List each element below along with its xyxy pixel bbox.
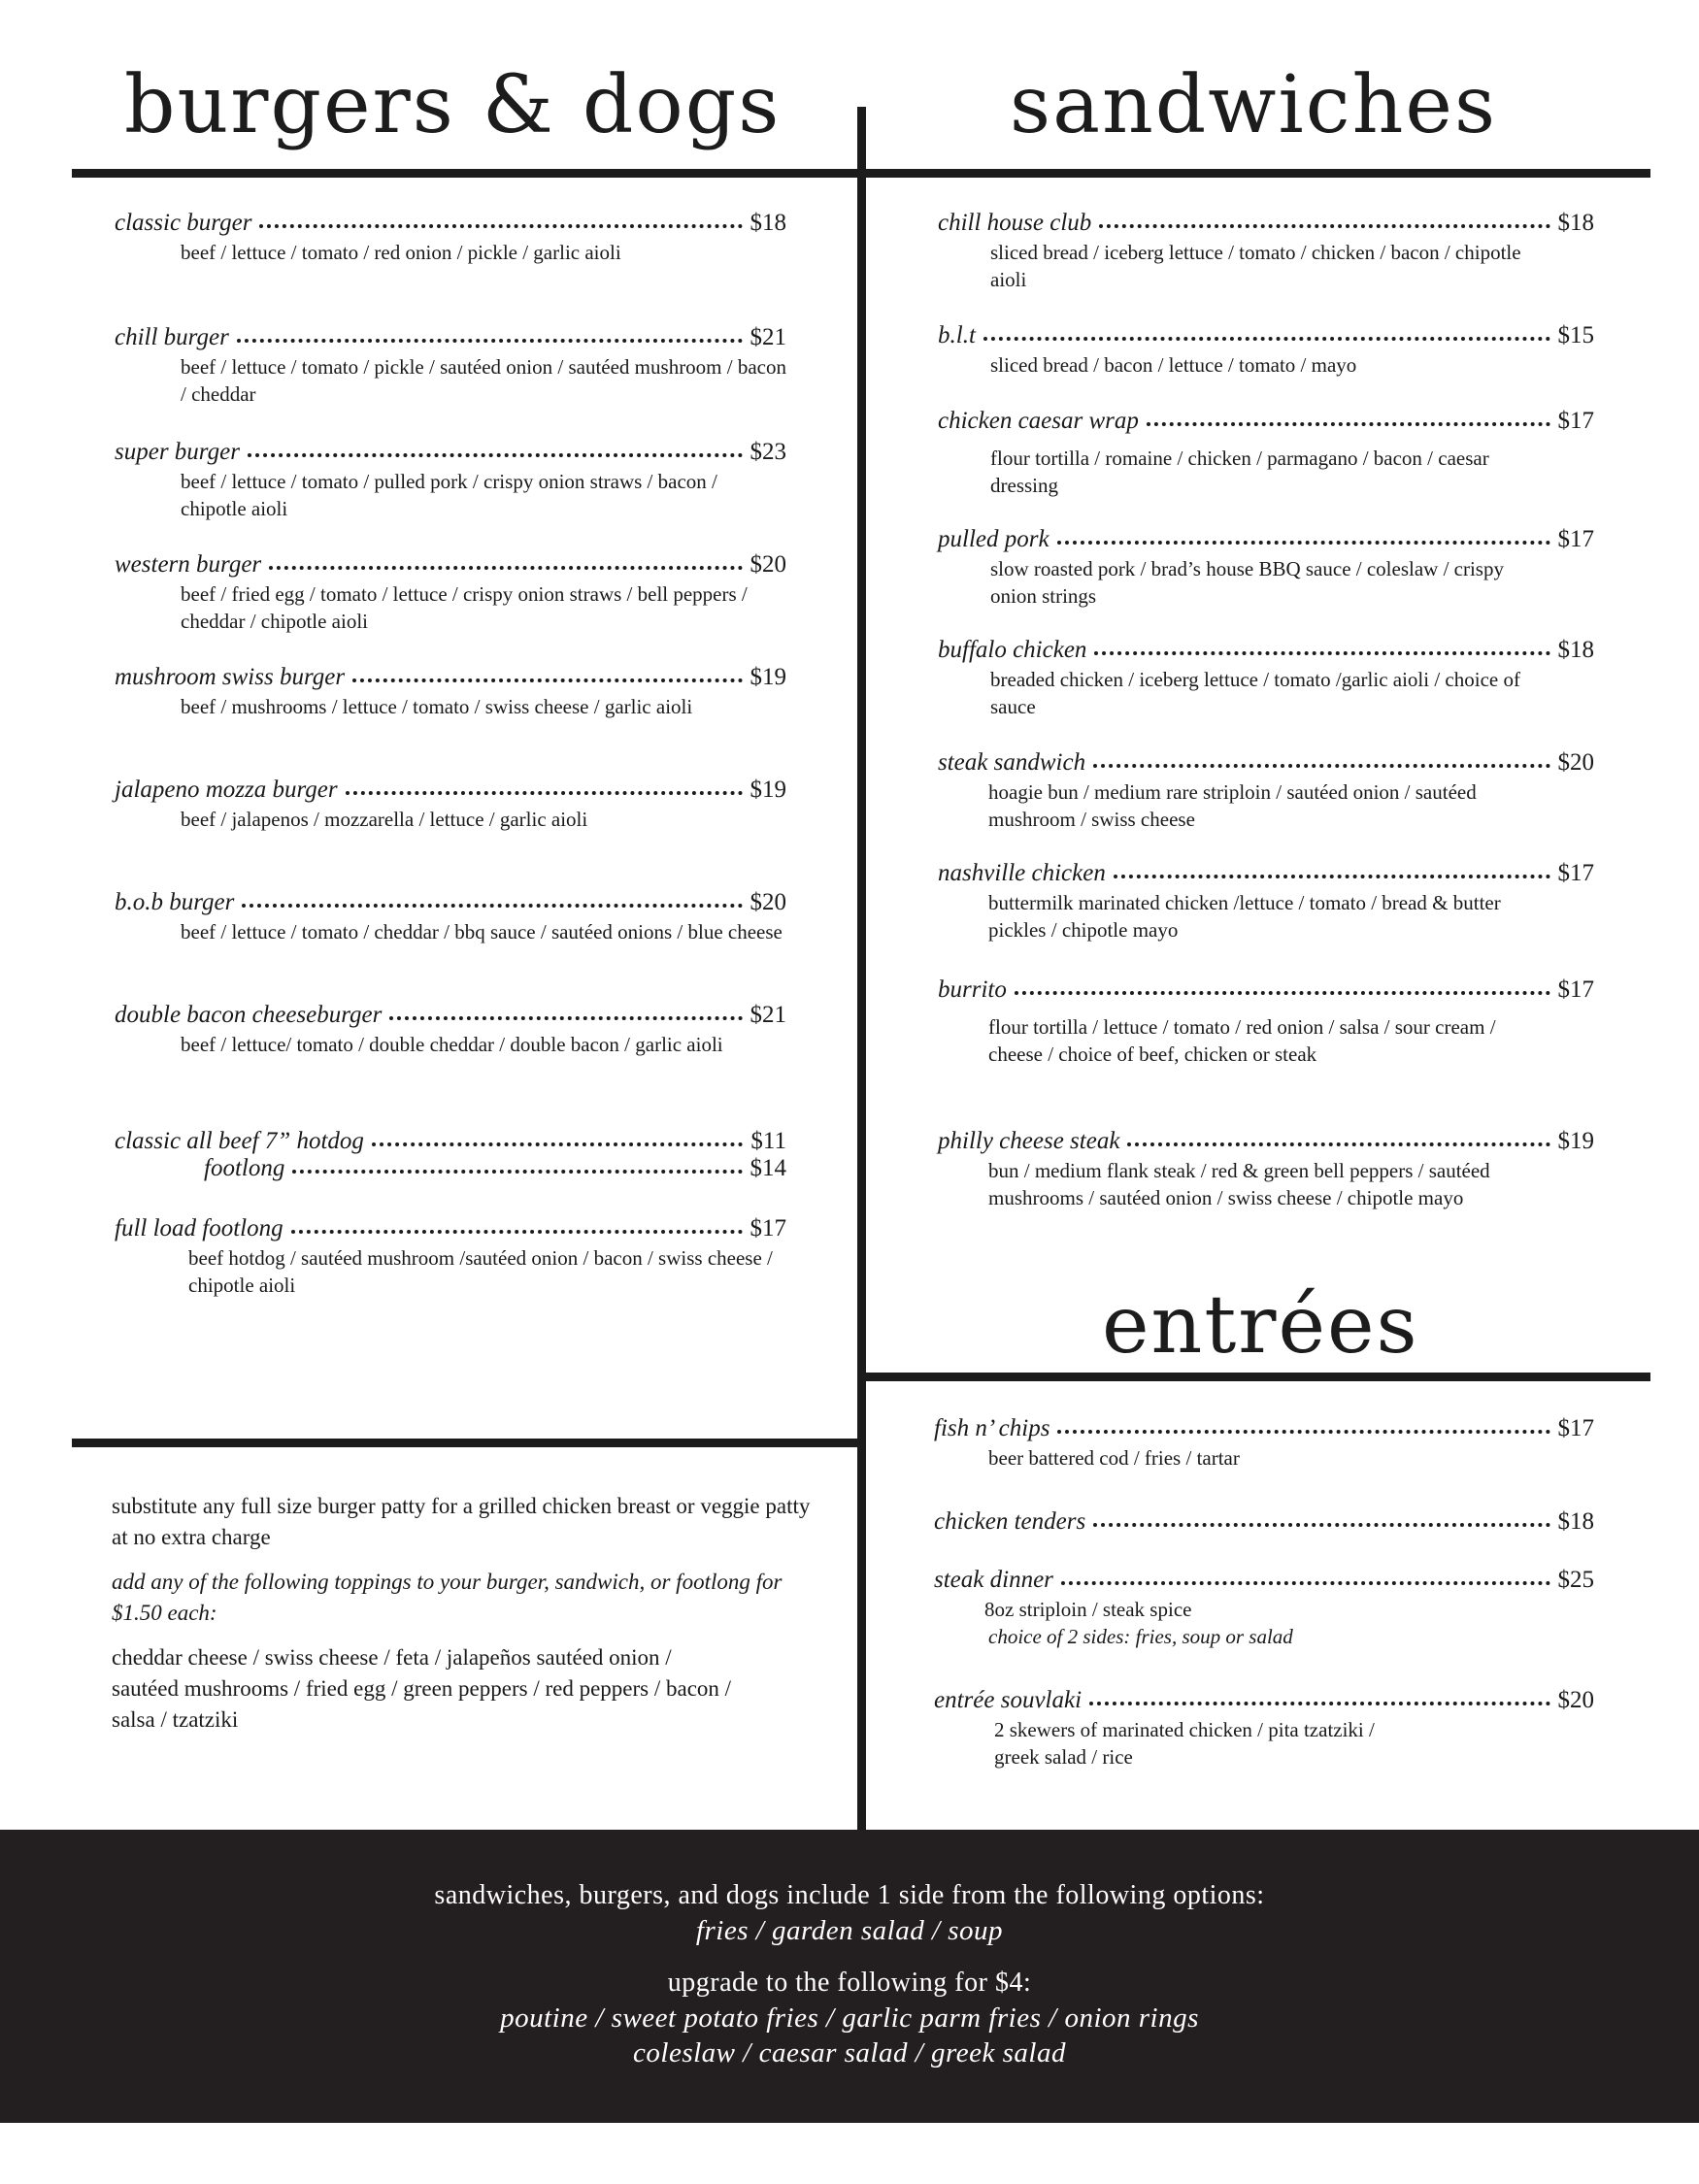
item-description: breaded chicken / iceberg lettuce / tomato /garlic aioli / choice of sauce xyxy=(990,668,1520,718)
menu-item xyxy=(115,1002,786,1058)
item-price: $21 xyxy=(750,1002,786,1028)
item-price: $18 xyxy=(1557,1508,1594,1535)
item-description: sliced bread / iceberg lettuce / tomato / chicken / bacon / chipotle aioli xyxy=(990,241,1521,291)
dot-leader xyxy=(1099,224,1549,228)
menu-item xyxy=(934,1508,1594,1536)
item-name: classic all beef 7” hotdog xyxy=(115,1128,364,1154)
item-name: western burger xyxy=(115,551,262,578)
dot-leader xyxy=(389,1016,742,1020)
item-name: jalapeno mozza burger xyxy=(115,777,338,803)
menu-item xyxy=(934,1567,1594,1650)
dot-leader xyxy=(372,1142,744,1146)
item-description: hoagie bun / medium rare striploin / sautéed onion / sautéed mushroom / swiss cheese xyxy=(988,780,1477,831)
dot-leader xyxy=(346,791,743,795)
dot-leader xyxy=(1093,1523,1549,1527)
heading-burgers-dogs: burgers & dogs xyxy=(124,59,782,151)
item-description: beef / lettuce / tomato / pickle / sautéed onion / sautéed mushroom / bacon / cheddar xyxy=(181,355,786,406)
dot-leader xyxy=(1089,1702,1549,1705)
menu-item xyxy=(938,210,1594,293)
item-description: beer battered cod / fries / tartar xyxy=(988,1446,1240,1470)
item-description: flour tortilla / lettuce / tomato / red onion / salsa / sour cream / cheese / choice of beef, chicken or steak xyxy=(988,1015,1496,1066)
item-price: $18 xyxy=(750,210,786,236)
menu-item xyxy=(934,1687,1594,1770)
item-description: beef / lettuce / tomato / pulled pork / crispy onion straws / bacon / chipotle aioli xyxy=(181,470,717,520)
dot-leader xyxy=(1015,991,1550,995)
dot-leader xyxy=(1127,1142,1549,1146)
item-description: 8oz striploin / steak spice xyxy=(984,1598,1192,1621)
menu-item xyxy=(938,1128,1594,1211)
upgrade-options-2: coleslaw / caesar salad / greek salad xyxy=(633,2037,1066,2068)
dot-leader xyxy=(983,337,1550,341)
menu-item xyxy=(938,860,1594,943)
item-name: fish n’ chips xyxy=(934,1415,1050,1441)
item-name: b.o.b burger xyxy=(115,889,235,915)
item-description: beef / lettuce/ tomato / double cheddar / double bacon / garlic aioli xyxy=(181,1033,723,1056)
item-description: beef / fried egg / tomato / lettuce / crispy onion straws / bell peppers / cheddar / chipotle aioli xyxy=(181,582,748,633)
item-description: beef / jalapenos / mozzarella / lettuce / garlic aioli xyxy=(181,808,588,831)
item-name: double bacon cheeseburger xyxy=(115,1002,383,1028)
upgrade-options-1: poutine / sweet potato fries / garlic parm fries / onion rings xyxy=(500,2002,1199,2034)
menu-item xyxy=(115,889,786,945)
toppings-list: cheddar cheese / swiss cheese / feta / jalapeños sautéed onion / sautéed mushrooms / fried egg / green peppers / red peppers / bacon / salsa / tzatziki xyxy=(112,1645,732,1732)
item-price: $17 xyxy=(1557,526,1594,552)
dot-leader xyxy=(1061,1581,1550,1585)
item-description: buttermilk marinated chicken /lettuce / tomato / bread & butter pickles / chipotle mayo xyxy=(988,891,1501,942)
item-subname: footlong xyxy=(204,1155,285,1181)
item-price: $17 xyxy=(1557,860,1594,886)
sides-footer xyxy=(0,1830,1699,2123)
item-name: super burger xyxy=(115,439,240,465)
toppings-intro: add any of the following toppings to your burger, sandwich, or footlong for $1.50 each: xyxy=(112,1570,783,1625)
dot-leader xyxy=(259,224,742,228)
rule-center xyxy=(857,107,866,1830)
dot-leader xyxy=(242,904,742,908)
item-name: philly cheese steak xyxy=(938,1128,1120,1154)
item-name: buffalo chicken xyxy=(938,637,1087,663)
item-name: mushroom swiss burger xyxy=(115,664,346,690)
item-description: slow roasted pork / brad’s house BBQ sauce / coleslaw / crispy onion strings xyxy=(990,557,1504,608)
rule-entrees xyxy=(862,1373,1650,1381)
heading-sandwiches: sandwiches xyxy=(1010,59,1498,151)
sides-options: fries / garden salad / soup xyxy=(695,1915,1004,1946)
menu-item xyxy=(938,637,1594,720)
menu-item xyxy=(938,749,1594,833)
item-name: steak sandwich xyxy=(938,749,1086,776)
item-price: $20 xyxy=(750,551,786,578)
item-name: chill burger xyxy=(115,324,229,350)
item-name: nashville chicken xyxy=(938,860,1106,886)
dot-leader xyxy=(1093,764,1549,768)
menu-item xyxy=(115,1128,786,1182)
item-name: chill house club xyxy=(938,210,1092,236)
item-price: $17 xyxy=(750,1215,786,1241)
menu-item xyxy=(938,526,1594,610)
item-subprice: $14 xyxy=(750,1155,786,1181)
item-price: $19 xyxy=(750,777,786,803)
item-price: $18 xyxy=(1557,637,1594,663)
dot-leader xyxy=(237,339,743,343)
item-description: beef / mushrooms / lettuce / tomato / swiss cheese / garlic aioli xyxy=(181,695,693,718)
menu-item xyxy=(934,1415,1594,1472)
item-price: $17 xyxy=(1557,408,1594,434)
item-name: burrito xyxy=(938,976,1007,1003)
menu-item xyxy=(115,664,786,720)
menu-item xyxy=(115,1215,786,1299)
menu-item xyxy=(115,439,786,522)
item-name: chicken tenders xyxy=(934,1508,1086,1535)
dot-leader xyxy=(352,678,742,682)
item-side-note: choice of 2 sides: fries, soup or salad xyxy=(988,1625,1293,1648)
item-price: $23 xyxy=(750,439,786,465)
item-price: $21 xyxy=(750,324,786,350)
menu-item xyxy=(115,324,786,408)
heading-entrees: entrées xyxy=(1102,1279,1419,1372)
item-name: steak dinner xyxy=(934,1567,1053,1593)
item-name: pulled pork xyxy=(938,526,1049,552)
rule-notes xyxy=(72,1439,858,1447)
item-price: $20 xyxy=(750,889,786,915)
item-price: $11 xyxy=(750,1128,786,1154)
dot-leader xyxy=(1147,422,1550,426)
menu-item xyxy=(938,976,1594,1068)
notes-section xyxy=(112,1491,811,1749)
menu-item xyxy=(115,777,786,833)
item-name: entrée souvlaki xyxy=(934,1687,1083,1713)
item-price: $17 xyxy=(1557,976,1594,1003)
item-price: $19 xyxy=(1557,1128,1594,1154)
item-price: $19 xyxy=(750,664,786,690)
dot-leader xyxy=(292,1170,742,1174)
dot-leader xyxy=(269,566,742,570)
item-description: beef / lettuce / tomato / red onion / pickle / garlic aioli xyxy=(181,241,621,264)
item-price: $20 xyxy=(1557,749,1594,776)
dot-leader xyxy=(291,1230,743,1234)
item-description: sliced bread / bacon / lettuce / tomato / mayo xyxy=(990,353,1357,377)
item-description: beef hotdog / sautéed mushroom /sautéed onion / bacon / swiss cheese / chipotle aioli xyxy=(188,1246,773,1297)
dot-leader xyxy=(248,453,743,457)
item-description: bun / medium flank steak / red & green bell peppers / sautéed mushrooms / sautéed onion / swiss cheese / chipotle mayo xyxy=(988,1159,1490,1209)
item-price: $17 xyxy=(1557,1415,1594,1441)
sides-intro: sandwiches, burgers, and dogs include 1 side from the following options: xyxy=(434,1880,1265,1910)
dot-leader xyxy=(1057,1430,1549,1434)
item-description: 2 skewers of marinated chicken / pita tzatziki / greek salad / rice xyxy=(994,1718,1375,1769)
menu-item xyxy=(115,551,786,635)
dot-leader xyxy=(1057,541,1550,545)
item-name: full load footlong xyxy=(115,1215,283,1241)
dot-leader xyxy=(1094,651,1549,655)
menu-item xyxy=(115,210,786,266)
item-name: chicken caesar wrap xyxy=(938,408,1139,434)
item-description: flour tortilla / romaine / chicken / parmagano / bacon / caesar dressing xyxy=(990,447,1489,497)
upgrade-intro: upgrade to the following for $4: xyxy=(667,1968,1032,1998)
menu-item xyxy=(938,322,1594,379)
item-price: $25 xyxy=(1557,1567,1594,1593)
menu-item xyxy=(938,408,1594,499)
item-price: $15 xyxy=(1557,322,1594,348)
item-name: classic burger xyxy=(115,210,252,236)
item-description: beef / lettuce / tomato / cheddar / bbq sauce / sautéed onions / blue cheese xyxy=(181,920,783,943)
item-name: b.l.t xyxy=(938,322,976,348)
item-price: $20 xyxy=(1557,1687,1594,1713)
dot-leader xyxy=(1114,875,1550,878)
item-price: $18 xyxy=(1557,210,1594,236)
substitute-note: substitute any full size burger patty for a grilled chicken breast or veggie patty at no extra charge xyxy=(112,1494,811,1549)
